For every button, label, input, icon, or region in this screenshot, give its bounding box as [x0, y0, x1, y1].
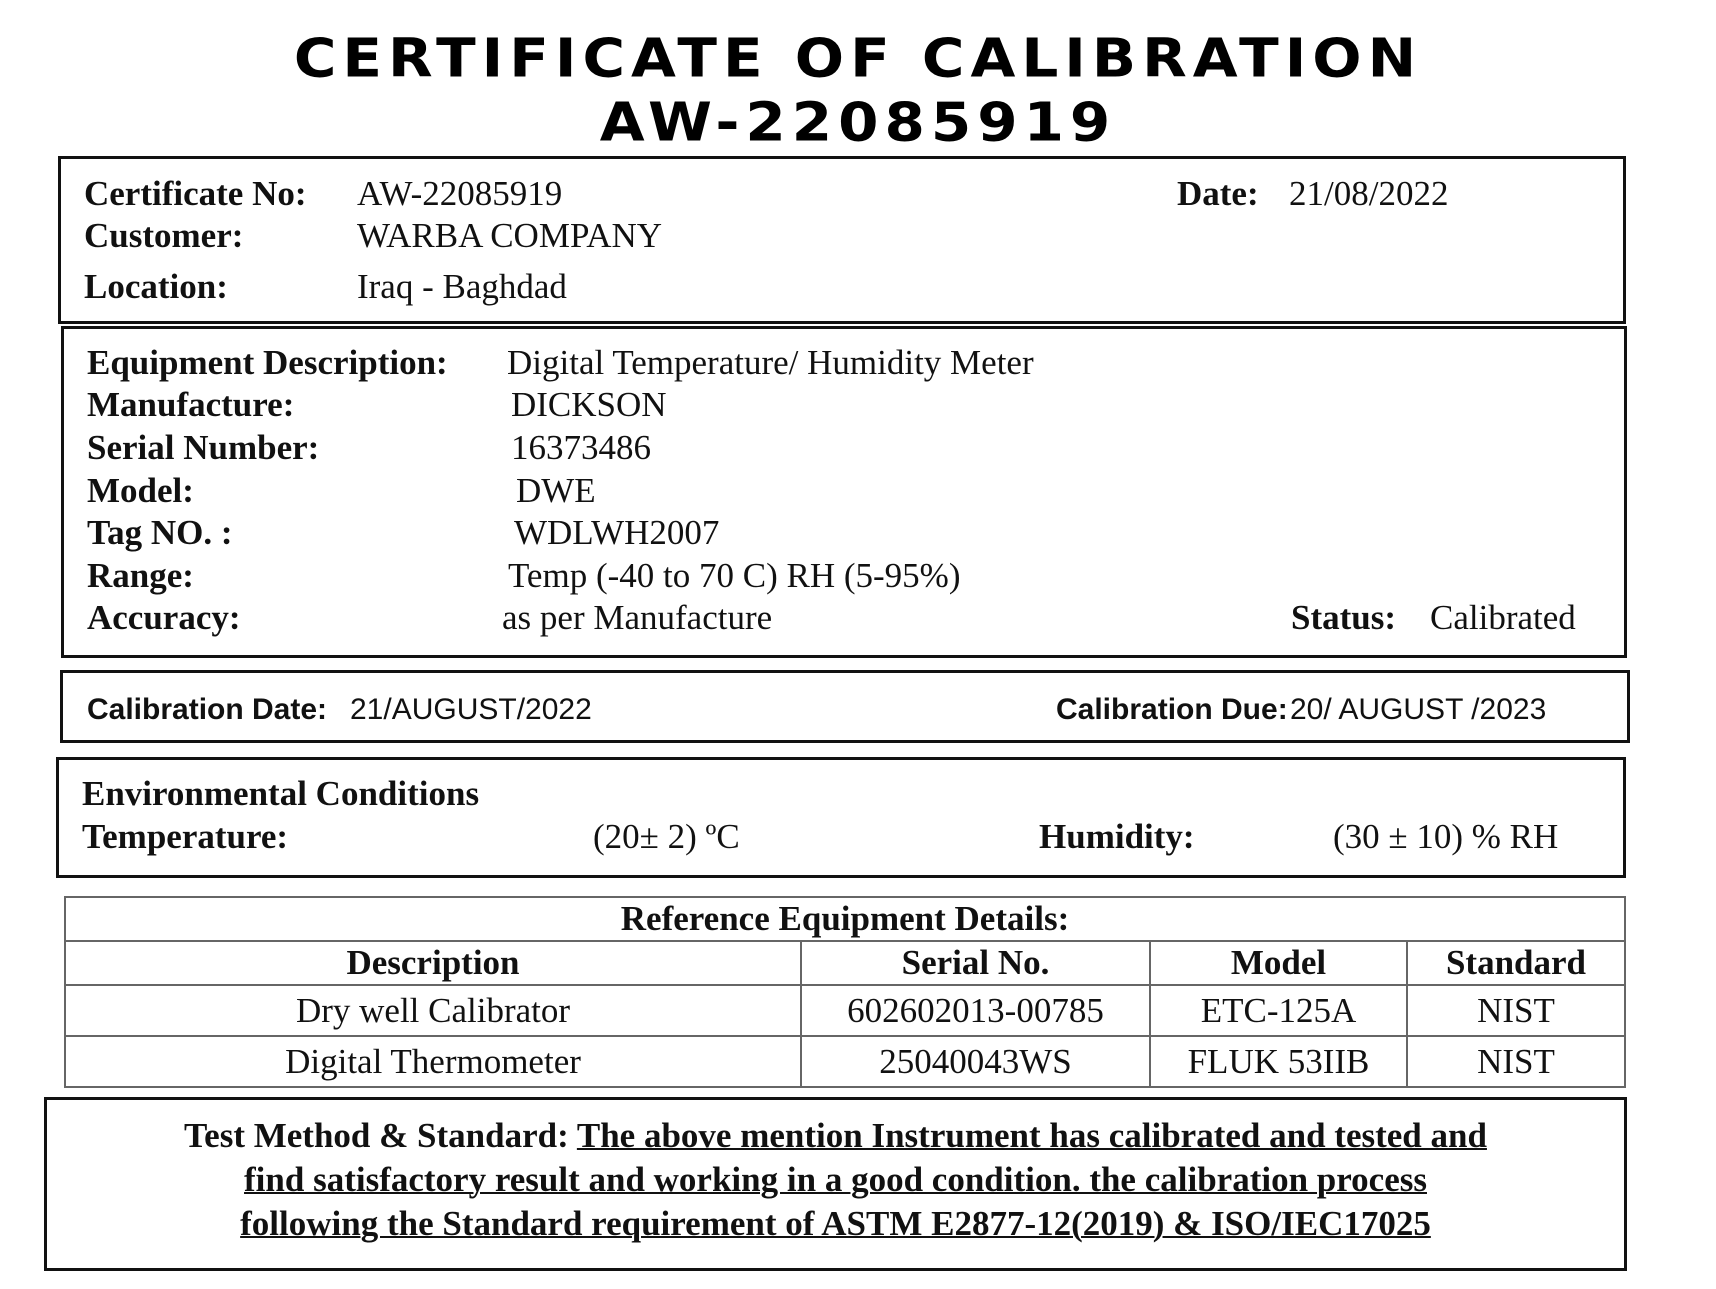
- status-value: Calibrated: [1430, 598, 1576, 637]
- humidity-label: Humidity:: [1039, 817, 1195, 856]
- row-model: FLUK 53IIB: [1150, 1036, 1407, 1087]
- row-serial-no: 602602013-00785: [801, 985, 1150, 1036]
- accuracy-value: as per Manufacture: [502, 598, 773, 637]
- range-value: Temp (-40 to 70 C) RH (5-95%): [508, 556, 961, 595]
- column-header-model: Model: [1150, 941, 1407, 985]
- customer-label: Customer:: [84, 216, 244, 255]
- customer-value: WARBA COMPANY: [357, 216, 663, 255]
- equipment-description-value: Digital Temperature/ Humidity Meter: [507, 343, 1034, 382]
- row-model: ETC-125A: [1150, 985, 1407, 1036]
- temperature-label: Temperature:: [82, 817, 289, 856]
- serial-number-value: 16373486: [511, 428, 651, 467]
- certificate-no-label: Certificate No:: [84, 174, 307, 213]
- calibration-date-value: 21/AUGUST/2022: [350, 693, 592, 726]
- calibration-due-value: 20/ AUGUST /2023: [1290, 693, 1547, 726]
- certificate-no-value: AW-22085919: [357, 174, 563, 213]
- test-method-line-2: [47, 1158, 1624, 1202]
- table-row: [65, 1036, 1625, 1087]
- range-label: Range:: [87, 556, 194, 595]
- test-method-box: [44, 1097, 1627, 1271]
- reference-equipment-table: [64, 896, 1626, 1088]
- location-label: Location:: [84, 267, 228, 306]
- accuracy-label: Accuracy:: [87, 598, 241, 637]
- row-standard: NIST: [1407, 1036, 1625, 1087]
- column-header-standard: Standard: [1407, 941, 1625, 985]
- model-label: Model:: [87, 471, 194, 510]
- reference-equipment-caption: Reference Equipment Details:: [65, 897, 1625, 941]
- location-value: Iraq - Baghdad: [357, 267, 567, 306]
- row-description: Dry well Calibrator: [65, 985, 801, 1036]
- row-description: Digital Thermometer: [65, 1036, 801, 1087]
- status-label: Status:: [1291, 598, 1397, 637]
- tag-no-value: WDLWH2007: [514, 513, 720, 552]
- humidity-value: (30 ± 10) % RH: [1333, 817, 1559, 856]
- temperature-value: (20± 2) ºC: [593, 817, 740, 856]
- test-method-line-3: [47, 1202, 1624, 1246]
- customer-info-box: [58, 156, 1626, 324]
- manufacture-value: DICKSON: [511, 385, 667, 424]
- column-header-serial-no: Serial No.: [801, 941, 1150, 985]
- test-method-line-1: [47, 1114, 1624, 1158]
- column-header-description: Description: [65, 941, 801, 985]
- calibration-date-label: Calibration Date:: [87, 693, 328, 726]
- serial-number-label: Serial Number:: [87, 428, 320, 467]
- date-label: Date:: [1177, 174, 1259, 213]
- equipment-info-box: [61, 326, 1627, 658]
- test-method-text-3: following the Standard requirement of ASTM E2877-12(2019) & ISO/IEC17025: [240, 1204, 1431, 1243]
- calibration-dates-box: [60, 670, 1630, 743]
- test-method-text-2: find satisfactory result and working in a good condition. the calibration process: [244, 1160, 1427, 1199]
- row-serial-no: 25040043WS: [801, 1036, 1150, 1087]
- tag-no-label: Tag NO. :: [87, 513, 233, 552]
- date-value: 21/08/2022: [1289, 174, 1449, 213]
- table-header-row: [65, 941, 1625, 985]
- manufacture-label: Manufacture:: [87, 385, 295, 424]
- certificate-number-title: AW-22085919: [599, 90, 1117, 154]
- certificate-title: CERTIFICATE OF CALIBRATION: [293, 26, 1423, 90]
- model-value: DWE: [516, 471, 596, 510]
- table-row: [65, 985, 1625, 1036]
- row-standard: NIST: [1407, 985, 1625, 1036]
- environmental-conditions-box: [56, 757, 1626, 878]
- test-method-text-1: The above mention Instrument has calibrated and tested and: [576, 1116, 1487, 1155]
- environmental-conditions-heading: Environmental Conditions: [82, 774, 480, 813]
- equipment-description-label: Equipment Description:: [87, 343, 448, 382]
- calibration-due-label: Calibration Due:: [1056, 693, 1288, 726]
- test-method-label: Test Method & Standard:: [184, 1116, 569, 1155]
